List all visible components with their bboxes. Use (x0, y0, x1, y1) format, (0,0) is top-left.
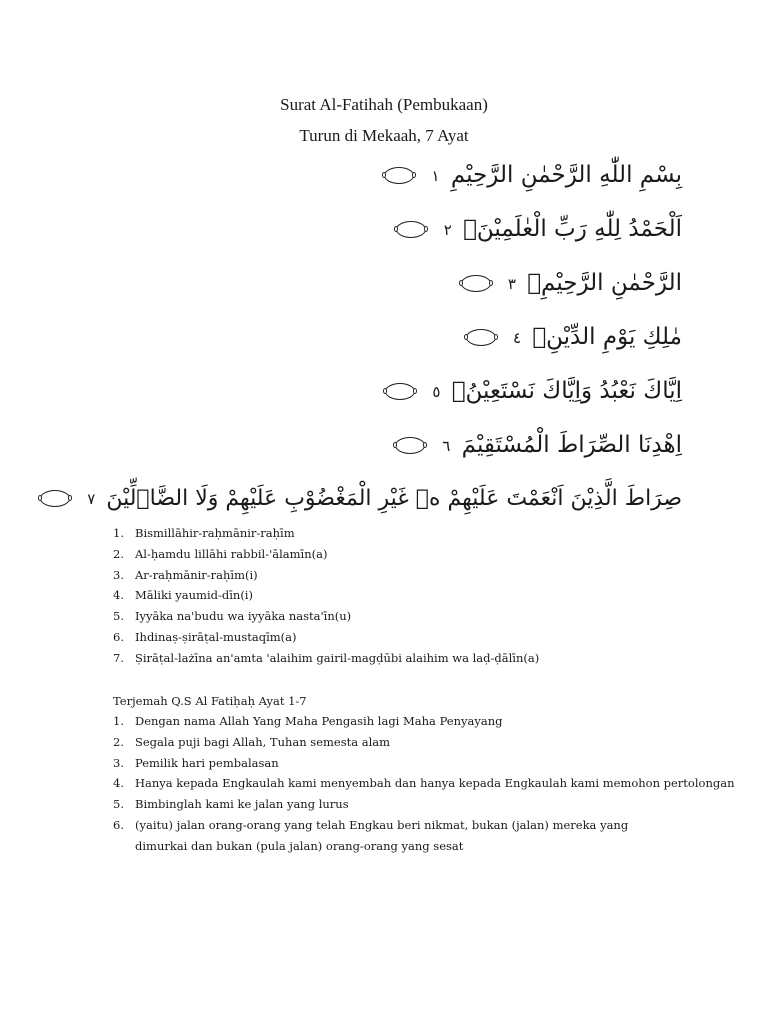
ayah-number: ١ (431, 166, 440, 185)
list-number: 2. (113, 546, 124, 561)
list-item (113, 773, 734, 794)
list-text: Bismillāhir-raḥmānir-raḥīm (135, 526, 295, 540)
arabic-ayah-7 (87, 472, 682, 526)
list-text: Ṣirāṭal-lażīna an'amta 'alaihim gairil-magḍūbi alaihim wa laḍ-ḍālīn(a) (135, 650, 540, 665)
list-number: 1. (113, 526, 124, 540)
arabic-ayah-text: الرَّحْمٰنِ الرَّحِيْمِۙ (527, 270, 682, 296)
list-item (113, 711, 734, 732)
list-text: Hanya kepada Engkaulah kami menyembah dan hanya kepada Engkaulah kami memohon pertolongan (135, 776, 735, 791)
arabic-ayah-3 (122, 256, 682, 310)
list-text: Al-ḥamdu lillāhi rabbil-'ālamīn(a) (135, 546, 328, 561)
list-item (113, 585, 539, 606)
list-item (113, 523, 539, 544)
list-item (113, 794, 734, 815)
list-number: 5. (113, 609, 124, 624)
list-number: 6. (113, 817, 124, 832)
ayah-end-marker-icon (384, 166, 416, 186)
ayah-end-marker-icon (461, 274, 493, 294)
list-number: 4. (113, 776, 124, 791)
ayah-end-marker-icon (40, 489, 72, 509)
arabic-ayah-text: صِرَاطَ الَّذِيْنَ اَنْعَمْتَ عَلَيْهِمْ ەۙ غَيْرِ الْمَغْضُوْبِ عَلَيْهِمْ وَلَا الضَّاۤلِّيْنَ (106, 486, 682, 511)
list-item (113, 627, 539, 648)
list-number: 7. (113, 650, 124, 665)
arabic-ayah-text: اِيَّاكَ نَعْبُدُ وَاِيَّاكَ نَسْتَعِيْنُۗ (451, 378, 682, 404)
ayah-end-marker-icon (395, 436, 427, 456)
ayah-number: ٥ (432, 382, 441, 401)
list-item (113, 732, 734, 753)
ayah-end-marker-icon (385, 382, 417, 402)
arabic-ayah-text: بِسْمِ اللّٰهِ الرَّحْمٰنِ الرَّحِيْمِ (450, 162, 682, 188)
list-number: 2. (113, 734, 124, 749)
ayah-number: ٣ (507, 274, 516, 293)
arabic-ayah-text: مٰلِكِ يَوْمِ الدِّيْنِۗ (532, 324, 682, 350)
transliteration-list (113, 523, 539, 669)
ayah-end-marker-icon (466, 328, 498, 348)
ayah-end-marker-icon (396, 220, 428, 240)
translation-list (113, 711, 734, 857)
ayah-number: ٢ (443, 220, 452, 239)
list-item (113, 648, 539, 669)
list-number: 4. (113, 588, 124, 603)
list-text: Segala puji bagi Allah, Tuhan semesta alam (135, 734, 391, 749)
list-item (113, 544, 539, 565)
list-item (113, 753, 734, 774)
list-text: Māliki yaumid-dīn(i) (135, 588, 253, 603)
list-text: Ihdinaṣ-ṣirāṭal-mustaqīm(a) (135, 629, 297, 644)
arabic-ayah-4 (122, 310, 682, 364)
list-text: Dengan nama Allah Yang Maha Pengasih lagi Maha Penyayang (135, 714, 503, 728)
list-number: 1. (113, 714, 124, 728)
list-text: Pemilik hari pembalasan (135, 755, 279, 770)
list-item (113, 606, 539, 627)
list-number: 6. (113, 629, 124, 644)
ayah-number: ٦ (442, 436, 451, 455)
arabic-ayah-text: اِهْدِنَا الصِّرَاطَ الْمُسْتَقِيْمَ (461, 432, 682, 458)
list-item (113, 815, 680, 857)
list-number: 5. (113, 797, 124, 812)
list-item (113, 565, 539, 586)
arabic-ayah-1 (122, 148, 682, 202)
list-text: Iyyāka na'budu wa iyyāka nasta'īn(u) (135, 609, 352, 624)
list-number: 3. (113, 567, 124, 582)
arabic-ayah-5 (122, 364, 682, 418)
list-text: Bimbinglah kami ke jalan yang lurus (135, 797, 349, 812)
page-title: Surat Al-Fatihah (Pembukaan) (280, 95, 488, 114)
arabic-verses (87, 148, 682, 526)
arabic-ayah-2 (122, 202, 682, 256)
ayah-number: ٤ (512, 328, 522, 347)
ayah-number: ٧ (87, 490, 96, 508)
list-number: 3. (113, 755, 124, 770)
list-text: Ar-raḥmānir-raḥīm(i) (135, 567, 258, 582)
page-subtitle: Turun di Mekaah, 7 Ayat (299, 126, 469, 145)
arabic-ayah-text: اَلْحَمْدُ لِلّٰهِ رَبِّ الْعٰلَمِيْنَۙ (463, 216, 682, 242)
arabic-ayah-6 (122, 418, 682, 472)
list-text: (yaitu) jalan orang-orang yang telah Engkau beri nikmat, bukan (jalan) mereka yang dimurkai dan bukan (pula jalan) orang-orang yang sesat (135, 817, 629, 853)
translation-heading: Terjemah Q.S Al Fatiḥaḥ Ayat 1-7 (113, 694, 307, 708)
